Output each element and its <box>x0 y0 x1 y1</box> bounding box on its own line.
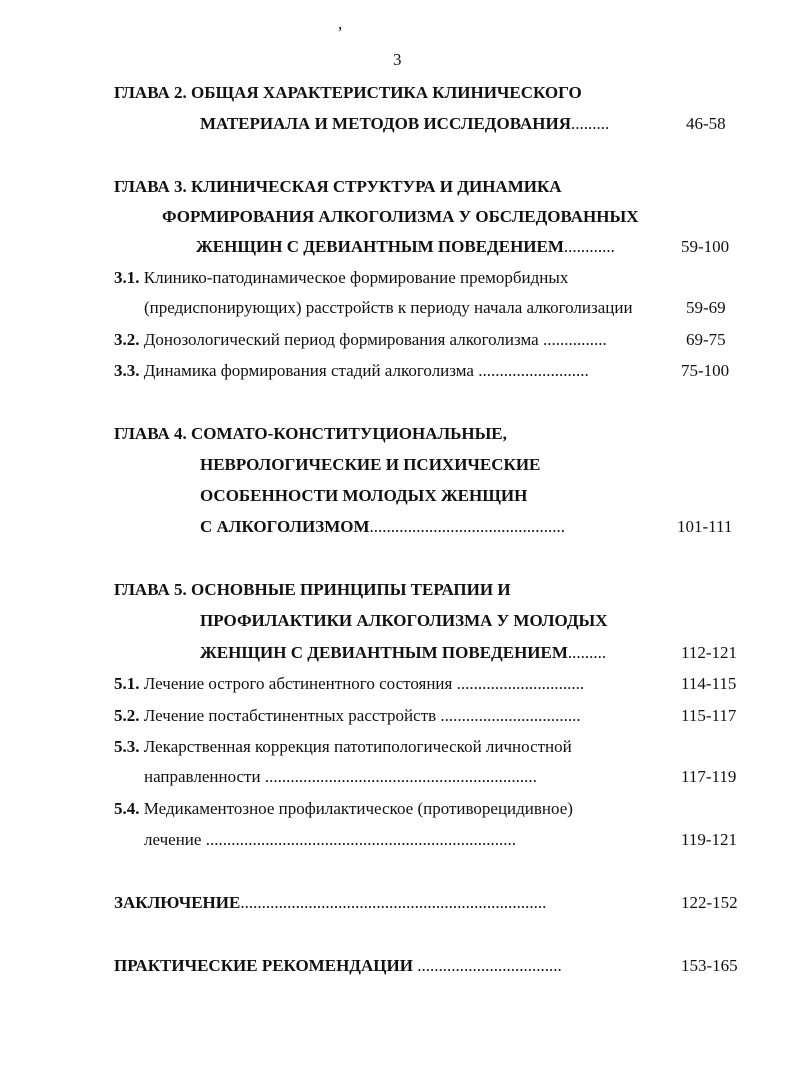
recommendations-entry <box>114 956 562 976</box>
ch5-title-line3: ЖЕНЩИН С ДЕВИАНТНЫМ ПОВЕДЕНИЕМ <box>200 643 568 662</box>
ch4-title-line4: С АЛКОГОЛИЗМОМ <box>200 517 370 536</box>
section-3-3-number: 3.3. <box>114 361 140 380</box>
ch5-title-line1: ГЛАВА 5. ОСНОВНЫЕ ПРИНЦИПЫ ТЕРАПИИ И <box>114 580 511 599</box>
ch3-title-line3: ЖЕНЩИН С ДЕВИАНТНЫМ ПОВЕДЕНИЕМ <box>196 237 564 256</box>
section-3-1-line1 <box>114 268 568 288</box>
ch4-title-line1: ГЛАВА 4. СОМАТО-КОНСТИТУЦИОНАЛЬНЫЕ, <box>114 424 507 443</box>
section-3-2-title: Донозологический период формирования алкоголизма <box>143 330 539 349</box>
conclusion-dots: ........................................................................ <box>240 893 547 912</box>
ch4-pages: 101-111 <box>677 517 733 536</box>
section-5-1-number: 5.1. <box>114 674 140 693</box>
section-3-2-pages: 69-75 <box>686 330 726 349</box>
section-5-1-dots: .............................. <box>456 674 585 693</box>
section-5-3-number: 5.3. <box>114 737 140 756</box>
ch5-title-line3-entry <box>200 643 606 663</box>
section-5-3-line1 <box>114 737 572 757</box>
section-5-2 <box>114 706 581 726</box>
ch2-title-line2: МАТЕРИАЛА И МЕТОДОВ ИССЛЕДОВАНИЯ <box>200 114 571 133</box>
ch2-dots: ......... <box>571 114 610 133</box>
ch3-title-line3-entry <box>196 237 615 257</box>
section-3-3-pages: 75-100 <box>681 361 730 380</box>
section-3-2 <box>114 330 607 350</box>
section-3-3 <box>114 361 589 381</box>
section-3-1-title: Клинико-патодинамическое формирование преморбидных <box>143 268 569 287</box>
ch4-title-line4-entry <box>200 517 565 537</box>
section-3-1-title-line2: (предиспонирующих) расстройств к периоду начала алкоголизации <box>144 298 633 317</box>
ch3-title-line1: ГЛАВА 3. КЛИНИЧЕСКАЯ СТРУКТУРА И ДИНАМИКА <box>114 177 562 196</box>
section-5-4-dots: ......................................................................... <box>205 830 516 849</box>
section-5-4-line1 <box>114 799 573 819</box>
section-5-3-title-line2: направленности <box>144 767 261 786</box>
section-5-2-pages: 115-117 <box>681 706 737 725</box>
top-mark: , <box>338 14 343 33</box>
section-5-4-title-line2: лечение <box>144 830 202 849</box>
section-5-1-pages: 114-115 <box>681 674 737 693</box>
page-number: 3 <box>393 50 402 69</box>
section-5-4-number: 5.4. <box>114 799 140 818</box>
section-5-2-title: Лечение постабстинентных расстройств <box>143 706 437 725</box>
ch4-title-line3: ОСОБЕННОСТИ МОЛОДЫХ ЖЕНЩИН <box>200 486 528 505</box>
conclusion-title: ЗАКЛЮЧЕНИЕ <box>114 893 241 912</box>
ch2-title-line2-entry <box>200 114 609 134</box>
section-5-4-line2 <box>144 830 516 850</box>
section-3-2-number: 3.2. <box>114 330 140 349</box>
ch3-title-line2: ФОРМИРОВАНИЯ АЛКОГОЛИЗМА У ОБСЛЕДОВАННЫХ <box>162 207 639 226</box>
section-5-1 <box>114 674 584 694</box>
conclusion-entry <box>114 893 546 913</box>
recommendations-pages: 153-165 <box>681 956 738 975</box>
section-5-2-number: 5.2. <box>114 706 140 725</box>
ch2-pages: 46-58 <box>686 114 726 133</box>
section-5-3-title: Лекарственная коррекция патотипологической личностной <box>143 737 572 756</box>
section-5-1-title: Лечение острого абстинентного состояния <box>143 674 453 693</box>
ch3-dots: ............ <box>563 237 615 256</box>
section-3-2-dots: ............... <box>542 330 607 349</box>
ch5-dots: ......... <box>567 643 607 662</box>
section-3-3-dots: .......................... <box>478 361 589 380</box>
section-3-1-number: 3.1. <box>114 268 140 287</box>
section-5-3-line2 <box>144 767 537 787</box>
section-5-4-title: Медикаментозное профилактическое (противорецидивное) <box>143 799 573 818</box>
section-3-3-title: Динамика формирования стадий алкоголизма <box>143 361 474 380</box>
ch4-dots: .............................................. <box>369 517 566 536</box>
ch3-pages: 59-100 <box>681 237 730 256</box>
recommendations-dots: .................................. <box>417 956 562 975</box>
section-5-4-pages: 119-121 <box>681 830 738 849</box>
ch2-title-line1: ГЛАВА 2. ОБЩАЯ ХАРАКТЕРИСТИКА КЛИНИЧЕСКОГО <box>114 83 582 102</box>
section-5-3-dots: ................................................................ <box>264 767 537 786</box>
section-3-1-pages: 59-69 <box>686 298 726 317</box>
ch5-title-line2: ПРОФИЛАКТИКИ АЛКОГОЛИЗМА У МОЛОДЫХ <box>200 611 608 630</box>
ch4-title-line2: НЕВРОЛОГИЧЕСКИЕ И ПСИХИЧЕСКИЕ <box>200 455 541 474</box>
recommendations-title: ПРАКТИЧЕСКИЕ РЕКОМЕНДАЦИИ <box>114 956 413 975</box>
conclusion-pages: 122-152 <box>681 893 738 912</box>
section-5-2-dots: ................................. <box>440 706 581 725</box>
section-5-3-pages: 117-119 <box>681 767 737 786</box>
ch5-pages: 112-121 <box>681 643 738 662</box>
